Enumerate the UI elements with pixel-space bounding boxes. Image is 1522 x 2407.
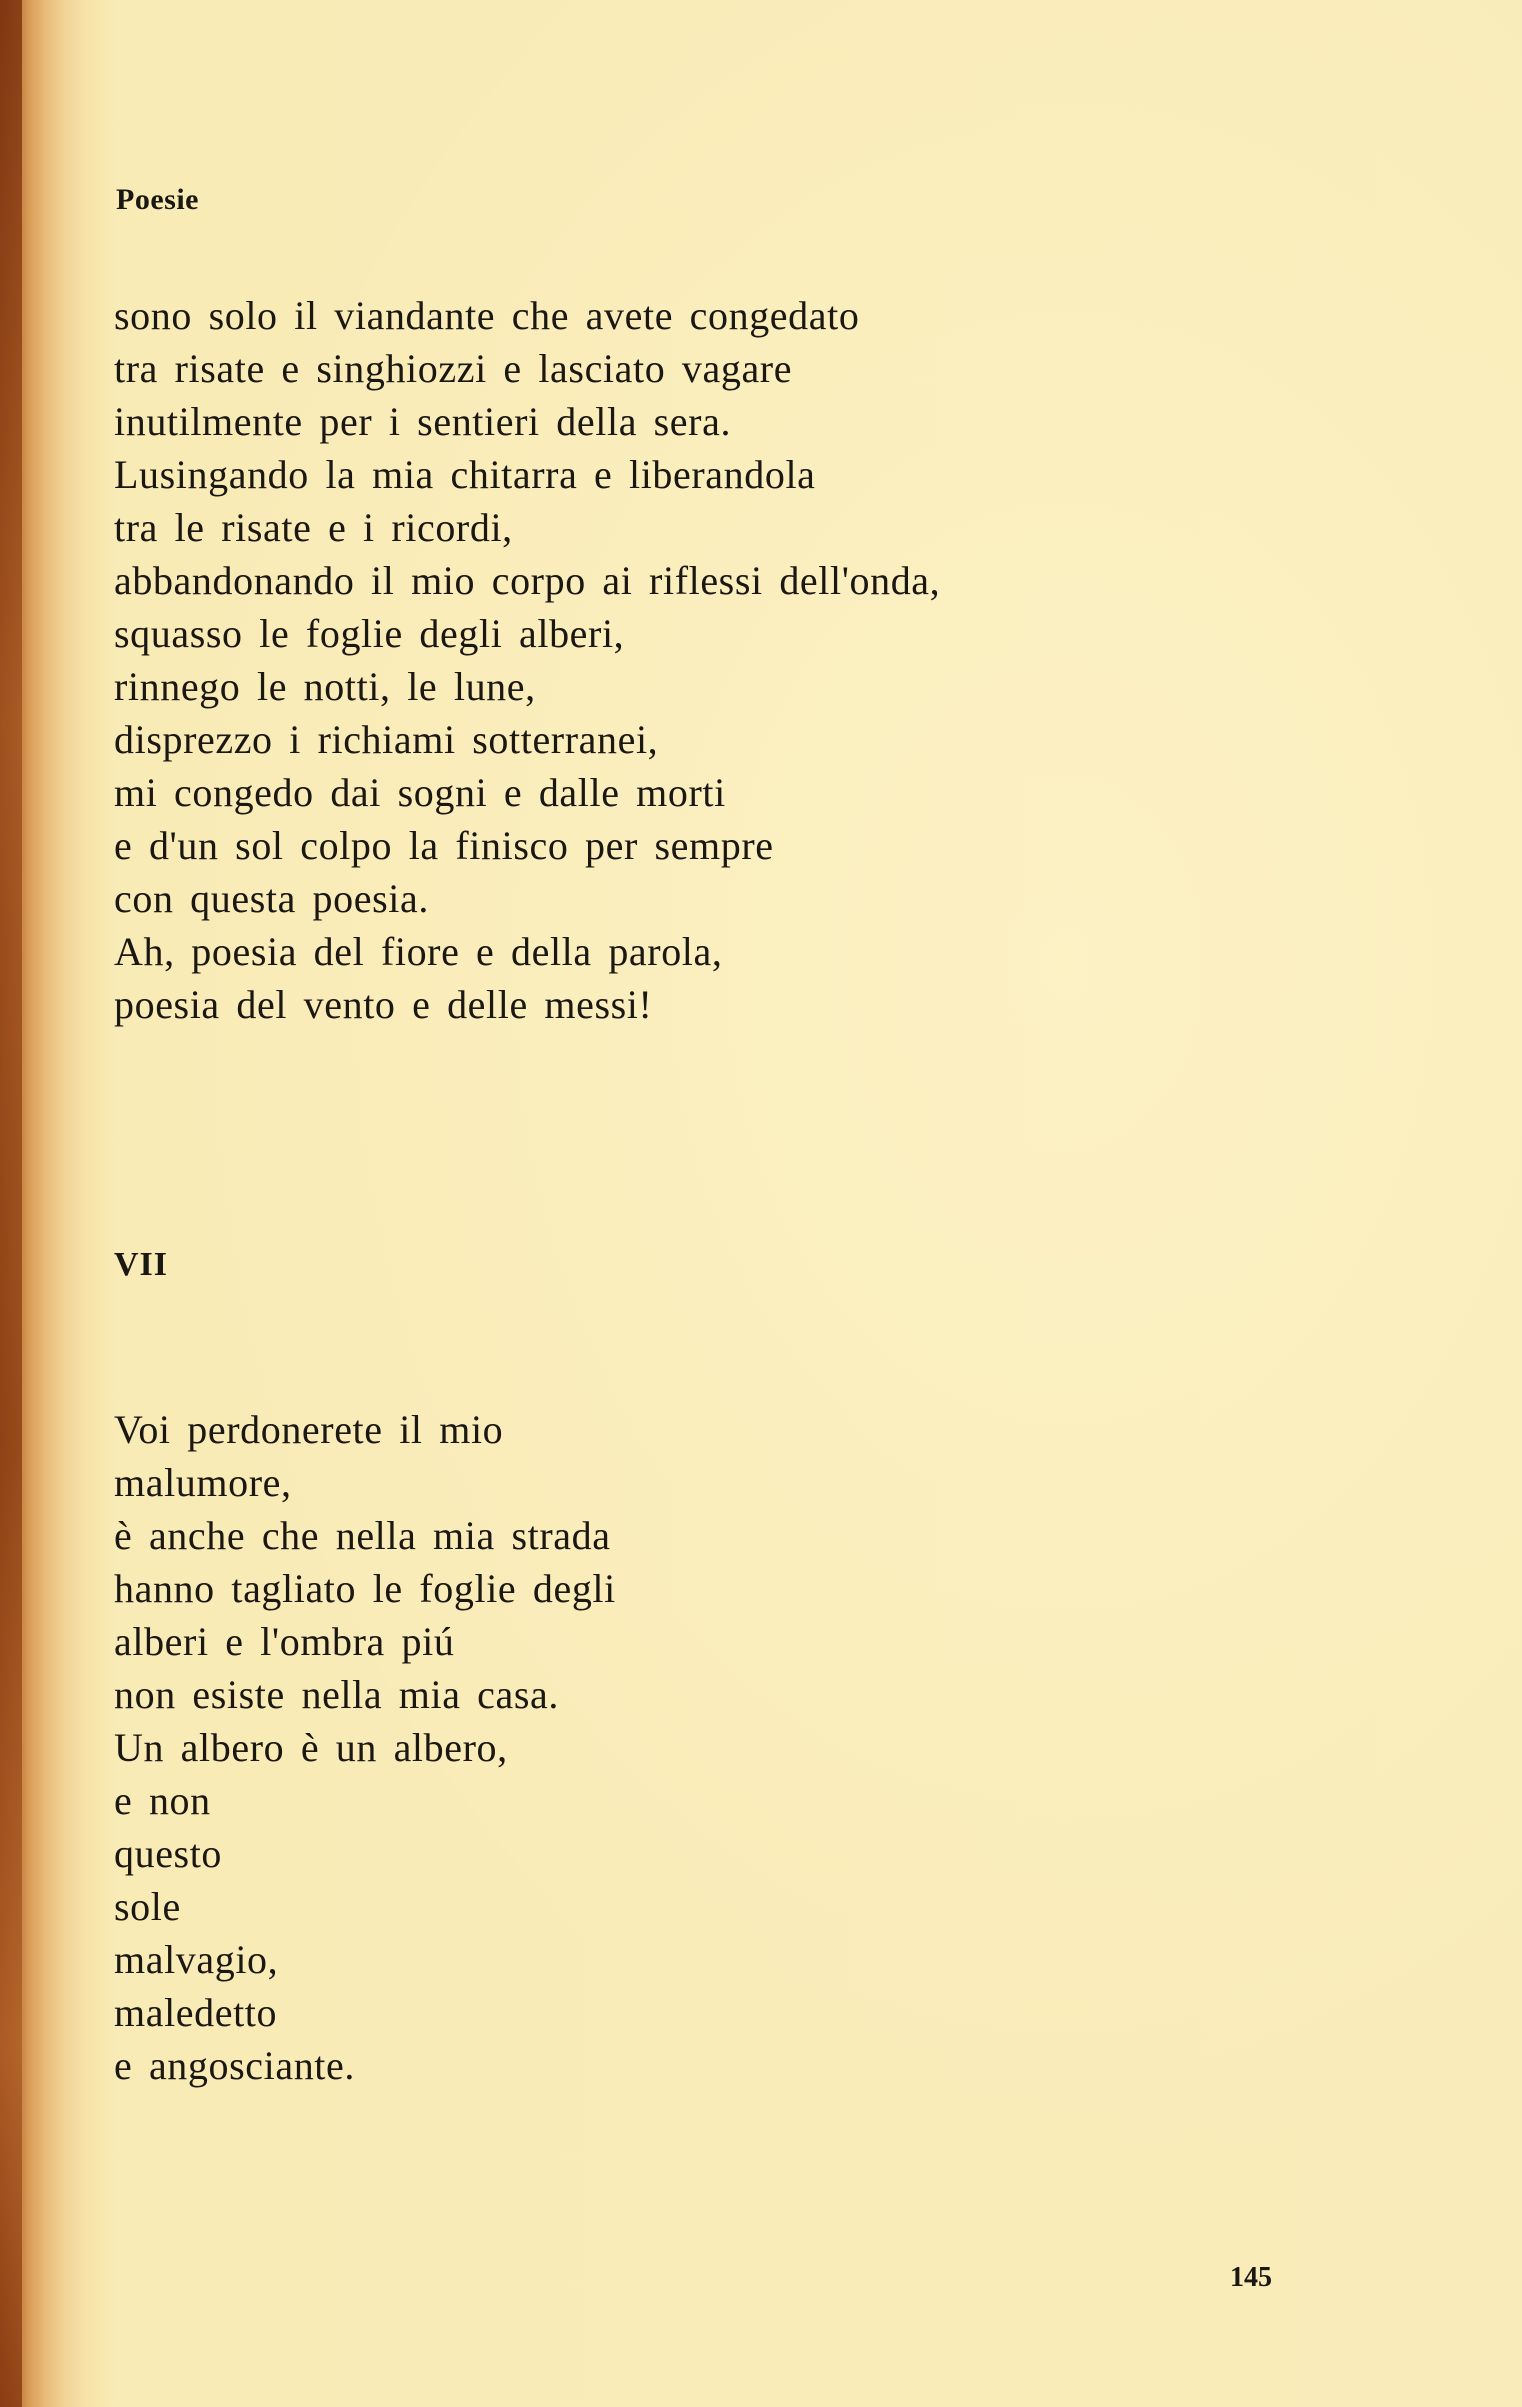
poem-line: Voi perdonerete il mio xyxy=(114,1407,504,1452)
page-gutter-shadow xyxy=(0,0,22,2407)
poem-line: Lusingando la mia chitarra e liberandola xyxy=(114,452,816,497)
poem-stanza-vii xyxy=(114,1403,616,2092)
poem-line: sole xyxy=(114,1884,181,1929)
poem-line: abbandonando il mio corpo ai riflessi dell'onda, xyxy=(114,558,941,603)
poem-line: non esiste nella mia casa. xyxy=(114,1672,560,1717)
poem-line: mi congedo dai sogni e dalle morti xyxy=(114,770,726,815)
poem-line: Ah, poesia del fiore e della parola, xyxy=(114,929,723,974)
poem-line: rinnego le notti, le lune, xyxy=(114,664,536,709)
running-head: Poesie xyxy=(116,183,199,216)
poem-line: malumore, xyxy=(114,1460,292,1505)
poem-line: squasso le foglie degli alberi, xyxy=(114,611,625,656)
poem-line: e d'un sol colpo la finisco per sempre xyxy=(114,823,774,868)
poem-line: disprezzo i richiami sotterranei, xyxy=(114,717,659,762)
poem-line: sono solo il viandante che avete congedato xyxy=(114,293,860,338)
poem-line: Un albero è un albero, xyxy=(114,1725,508,1770)
poem-line: hanno tagliato le foglie degli xyxy=(114,1566,616,1611)
poem-line: questo xyxy=(114,1831,223,1876)
poem-line: e angosciante. xyxy=(114,2043,355,2088)
poem-line: inutilmente per i sentieri della sera. xyxy=(114,399,732,444)
poem-line: alberi e l'ombra piú xyxy=(114,1619,455,1664)
page-number: 145 xyxy=(1230,2262,1272,2293)
poem-line: tra le risate e i ricordi, xyxy=(114,505,513,550)
poem-stanza-continuation xyxy=(114,289,940,1031)
poem-line: con questa poesia. xyxy=(114,876,429,921)
poem-line: malvagio, xyxy=(114,1937,279,1982)
poem-line: maledetto xyxy=(114,1990,278,2035)
poem-line: e non xyxy=(114,1778,211,1823)
poem-line: tra risate e singhiozzi e lasciato vagare xyxy=(114,346,793,391)
poem-line: poesia del vento e delle messi! xyxy=(114,982,653,1027)
section-heading-numeral: VII xyxy=(114,1246,169,1283)
poem-line: è anche che nella mia strada xyxy=(114,1513,611,1558)
